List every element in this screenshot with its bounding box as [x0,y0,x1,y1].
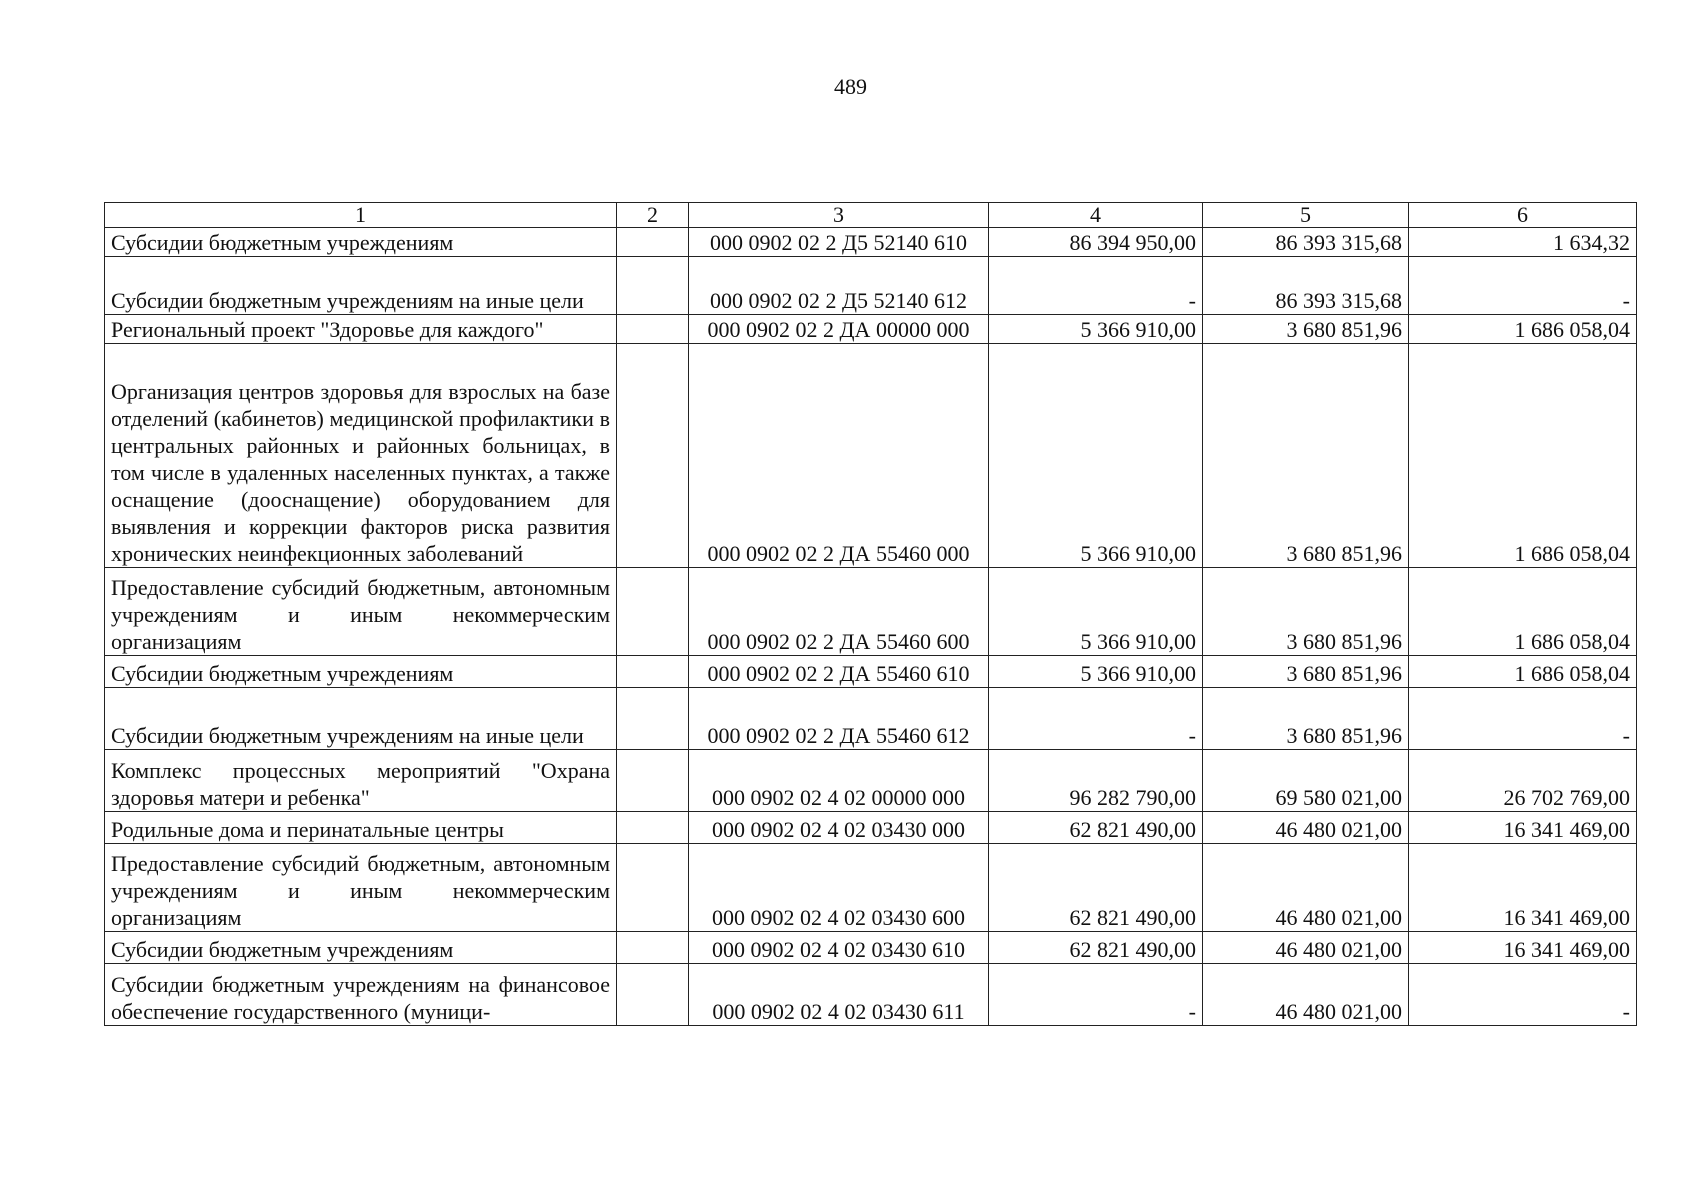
row-value-6: 16 341 469,00 [1409,932,1637,964]
row-value-4: 96 282 790,00 [989,750,1203,812]
row-name: Субсидии бюджетным учреждениям на иные цели [105,688,617,750]
row-value-4: 5 366 910,00 [989,315,1203,344]
row-code: 000 0902 02 2 Д5 52140 610 [689,228,989,257]
row-name: Субсидии бюджетным учреждениям [105,228,617,257]
header-row [105,203,1637,228]
row-col2 [617,688,689,750]
row-value-6: - [1409,964,1637,1026]
row-code: 000 0902 02 4 02 03430 000 [689,812,989,844]
row-name: Предоставление субсидий бюджетным, автономным учреждениям и иным некоммерческим организациям [105,844,617,932]
row-value-6: 1 686 058,04 [1409,568,1637,656]
row-col2 [617,812,689,844]
header-col-2: 2 [617,203,689,228]
header-col-6: 6 [1409,203,1637,228]
row-col2 [617,344,689,568]
row-code: 000 0902 02 2 ДА 55460 600 [689,568,989,656]
row-value-6: - [1409,688,1637,750]
row-value-5: 3 680 851,96 [1203,688,1409,750]
header-col-3: 3 [689,203,989,228]
row-code: 000 0902 02 2 Д5 52140 612 [689,257,989,315]
row-value-6: 16 341 469,00 [1409,844,1637,932]
row-value-4: 86 394 950,00 [989,228,1203,257]
row-col2 [617,932,689,964]
row-name: Субсидии бюджетным учреждениям на иные цели [105,257,617,315]
row-value-5: 46 480 021,00 [1203,844,1409,932]
row-value-4: - [989,688,1203,750]
table-row [105,688,1637,750]
row-code: 000 0902 02 4 02 00000 000 [689,750,989,812]
table-header [105,203,1637,228]
table-row [105,844,1637,932]
row-col2 [617,568,689,656]
row-value-4: - [989,257,1203,315]
row-value-5: 3 680 851,96 [1203,568,1409,656]
row-value-5: 86 393 315,68 [1203,257,1409,315]
row-code: 000 0902 02 4 02 03430 611 [689,964,989,1026]
row-value-4: 62 821 490,00 [989,932,1203,964]
row-name: Субсидии бюджетным учреждениям [105,932,617,964]
row-name: Родильные дома и перинатальные центры [105,812,617,844]
row-value-5: 46 480 021,00 [1203,932,1409,964]
row-col2 [617,315,689,344]
row-value-4: 5 366 910,00 [989,568,1203,656]
row-name: Предоставление субсидий бюджетным, автономным учреждениям и иным некоммерческим организациям [105,568,617,656]
table-row [105,750,1637,812]
row-value-6: 1 686 058,04 [1409,344,1637,568]
row-col2 [617,844,689,932]
row-value-6: 1 686 058,04 [1409,315,1637,344]
row-name: Комплекс процессных мероприятий "Охрана здоровья матери и ребенка" [105,750,617,812]
row-name: Субсидии бюджетным учреждениям [105,656,617,688]
table-row [105,656,1637,688]
row-code: 000 0902 02 4 02 03430 610 [689,932,989,964]
row-value-5: 86 393 315,68 [1203,228,1409,257]
row-code: 000 0902 02 2 ДА 55460 610 [689,656,989,688]
row-value-5: 46 480 021,00 [1203,812,1409,844]
row-col2 [617,228,689,257]
row-value-5: 3 680 851,96 [1203,344,1409,568]
row-value-6: 16 341 469,00 [1409,812,1637,844]
row-value-4: - [989,964,1203,1026]
row-value-5: 3 680 851,96 [1203,315,1409,344]
row-code: 000 0902 02 4 02 03430 600 [689,844,989,932]
row-value-4: 5 366 910,00 [989,656,1203,688]
page-number: 489 [834,74,867,99]
header-col-5: 5 [1203,203,1409,228]
table-row [105,932,1637,964]
row-value-6: 26 702 769,00 [1409,750,1637,812]
row-name: Региональный проект "Здоровье для каждого" [105,315,617,344]
table-body [105,228,1637,1026]
row-value-5: 3 680 851,96 [1203,656,1409,688]
row-code: 000 0902 02 2 ДА 55460 000 [689,344,989,568]
row-col2 [617,964,689,1026]
row-code: 000 0902 02 2 ДА 00000 000 [689,315,989,344]
row-value-6: - [1409,257,1637,315]
row-col2 [617,750,689,812]
header-col-1: 1 [105,203,617,228]
row-name: Организация центров здоровья для взрослых на базе отделений (кабинетов) медицинской профилактики в центральных районных и районных больницах, в том числе в удаленных населенных пунктах, а также оснащение (дооснащение) оборудованием для выявления и коррекции факторов риска развития хронических неинфекционных заболеваний [105,344,617,568]
row-value-4: 5 366 910,00 [989,344,1203,568]
budget-table [104,202,1637,1026]
table-row [105,812,1637,844]
row-value-4: 62 821 490,00 [989,812,1203,844]
row-value-6: 1 634,32 [1409,228,1637,257]
row-value-5: 46 480 021,00 [1203,964,1409,1026]
table-row [105,568,1637,656]
table-row [105,964,1637,1026]
row-code: 000 0902 02 2 ДА 55460 612 [689,688,989,750]
row-col2 [617,257,689,315]
row-value-4: 62 821 490,00 [989,844,1203,932]
table-row [105,315,1637,344]
row-col2 [617,656,689,688]
header-col-4: 4 [989,203,1203,228]
row-value-6: 1 686 058,04 [1409,656,1637,688]
table-row [105,257,1637,315]
row-name: Субсидии бюджетным учреждениям на финансовое обеспечение государственного (муници- [105,964,617,1026]
row-value-5: 69 580 021,00 [1203,750,1409,812]
table-row [105,344,1637,568]
table-row [105,228,1637,257]
